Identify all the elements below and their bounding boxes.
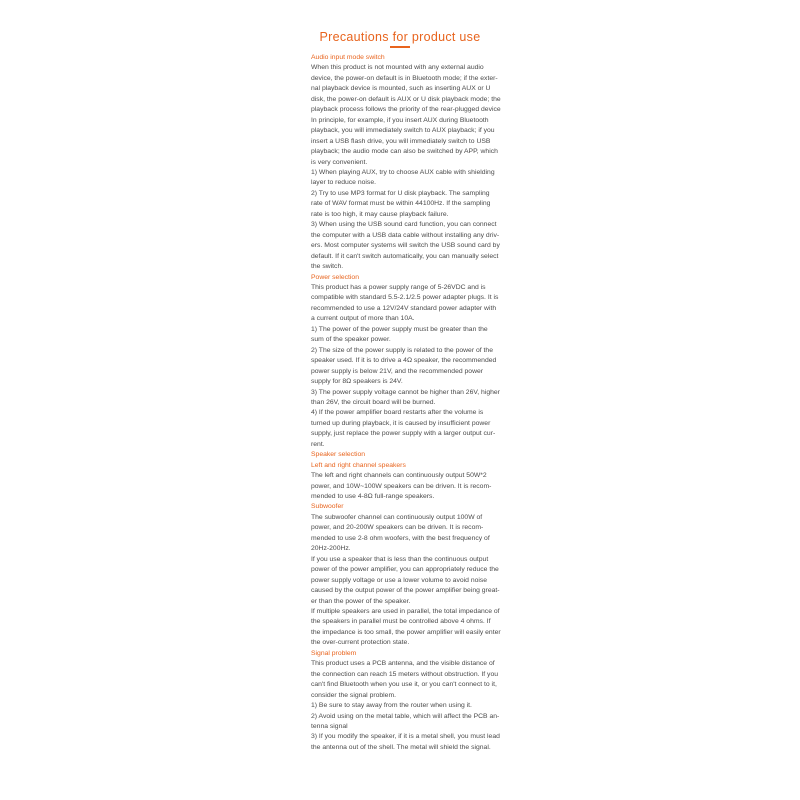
- body-text-line: power, and 10W~100W speakers can be driven. It is recom-: [311, 482, 492, 490]
- body-text-line: consider the signal problem.: [311, 691, 397, 699]
- title-underline: [390, 46, 410, 48]
- body-text-line: the antenna out of the shell. The metal will shield the signal.: [311, 743, 491, 751]
- body-text-line: 2) Try to use MP3 format for U disk playback. The sampling: [311, 189, 490, 197]
- body-text-line: rate is too high, it may cause playback failure.: [311, 210, 449, 218]
- body-text-line: device, the power-on default is in Bluetooth mode; if the exter-: [311, 74, 498, 82]
- body-text-line: If you use a speaker that is less than the continuous output: [311, 555, 489, 563]
- body-text-line: turned up during playback, it is caused by insufficient power: [311, 419, 491, 427]
- body-text-line: 2) The size of the power supply is related to the power of the: [311, 346, 493, 354]
- section-heading: Audio input mode switch: [311, 54, 385, 61]
- body-text-line: caused by the output power of the power amplifier being great-: [311, 587, 500, 595]
- body-text-line: 3) When using the USB sound card function, you can connect: [311, 221, 497, 229]
- body-text-line: 1) When playing AUX, try to choose AUX cable with shielding: [311, 168, 495, 176]
- body-text-line: layer to reduce noise.: [311, 179, 376, 187]
- body-text-line: This product has a power supply range of 5-26VDC and is: [311, 283, 486, 291]
- body-text-line: This product uses a PCB antenna, and the visible distance of: [311, 660, 495, 668]
- section-heading: Speaker selection: [311, 451, 366, 459]
- body-text-line: In principle, for example, if you insert AUX during Bluetooth: [311, 116, 489, 124]
- body-text-line: playback, you will immediately switch to AUX playback; if you: [311, 127, 495, 135]
- body-text-line: 4) If the power amplifier board restarts after the volume is: [311, 409, 484, 417]
- body-text-line: the computer with a USB data cable without installing any driv-: [311, 231, 500, 239]
- body-text-line: power supply voltage or use a lower volume to avoid noise: [311, 576, 488, 584]
- body-text-line: playback; the audio mode can also be switched by APP, which: [311, 148, 498, 156]
- body-text-line: 2) Avoid using on the metal table, which will affect the PCB an-: [311, 712, 500, 720]
- body-text-line: If multiple speakers are used in parallel, the total impedance of: [311, 608, 500, 616]
- body-text-line: a current output of more than 10A.: [311, 315, 415, 323]
- body-text-line: rent.: [311, 440, 325, 448]
- body-text-line: disk, the power-on default is AUX or U disk playback mode; the: [311, 95, 501, 103]
- section-heading: Signal problem: [311, 649, 357, 657]
- body-text-line: power of the power amplifier, you can appropriately reduce the: [311, 566, 499, 574]
- body-text-line: When this product is not mounted with any external audio: [311, 64, 484, 72]
- body-text-line: the speakers in parallel must be controlled above 4 ohms. If: [311, 618, 491, 626]
- body-text-line: can't find Bluetooth when you use it, or you can't connect to it,: [311, 681, 497, 689]
- body-text-line: the switch.: [311, 263, 344, 271]
- body-text-line: tenna signal: [311, 723, 348, 730]
- body-text-line: 1) Be sure to stay away from the router when using it.: [311, 702, 472, 710]
- body-text-line: rate of WAV format must be within 44100Hz. If the sampling: [311, 200, 491, 208]
- body-text-line: the over-current protection state.: [311, 639, 410, 647]
- body-text-line: compatible with standard 5.5-2.1/2.5 power adapter plugs. It is: [311, 294, 499, 302]
- document-body: [311, 53, 501, 753]
- body-text-line: the impedance is too small, the power amplifier will easily enter: [311, 628, 501, 636]
- body-text-line: 3) The power supply voltage cannot be higher than 26V, higher: [311, 388, 500, 396]
- body-text-line: er than the power of the speaker.: [311, 597, 411, 605]
- body-text-line: 1) The power of the power supply must be greater than the: [311, 325, 488, 333]
- body-text-line: is very convenient.: [311, 158, 368, 166]
- body-text-line: 3) If you modify the speaker, if it is a metal shell, you must lead: [311, 733, 500, 741]
- body-text-line: insert a USB flash drive, you will immediately switch to USB: [311, 137, 491, 145]
- body-text-line: default. If it can't switch automatically, you can manually select: [311, 252, 499, 260]
- body-text-line: supply, just replace the power supply with a larger output cur-: [311, 430, 496, 438]
- body-text-line: The left and right channels can continuously output 50W*2: [311, 472, 487, 480]
- body-text-line: sum of the speaker power.: [311, 336, 391, 344]
- section-heading: Left and right channel speakers: [311, 461, 406, 469]
- section-heading: Power selection: [311, 273, 359, 281]
- body-text-line: mended to use 2-8 ohm woofers, with the best frequency of: [311, 534, 490, 542]
- section-heading: Subwoofer: [311, 503, 344, 511]
- body-text-line: recommended to use a 12V/24V standard power adapter with: [311, 304, 497, 312]
- body-text-line: speaker used. If it is to drive a 4Ω speaker, the recommended: [311, 357, 497, 365]
- body-text-line: The subwoofer channel can continuously output 100W of: [311, 513, 483, 521]
- body-text-line: power supply is below 21V, and the recommended power: [311, 367, 484, 375]
- body-text-line: 20Hz-200Hz.: [311, 545, 351, 553]
- body-text-line: ers. Most computer systems will switch the USB sound card by: [311, 242, 500, 250]
- body-text-line: than 26V, the circuit board will be burned.: [311, 398, 436, 406]
- body-text-line: the connection can reach 15 meters without obstruction. If you: [311, 670, 499, 678]
- body-text-line: mended to use 4-8Ω full-range speakers.: [311, 493, 435, 501]
- body-text-line: supply for 8Ω speakers is 24V.: [311, 378, 403, 386]
- page-title: Precautions for product use: [319, 30, 481, 44]
- body-text-line: playback process follows the priority of the rear-plugged device: [311, 106, 501, 114]
- body-text-line: power, and 20-200W speakers can be driven. It is recom-: [311, 524, 484, 532]
- body-text-line: nal playback device is mounted, such as inserting AUX or U: [311, 85, 491, 93]
